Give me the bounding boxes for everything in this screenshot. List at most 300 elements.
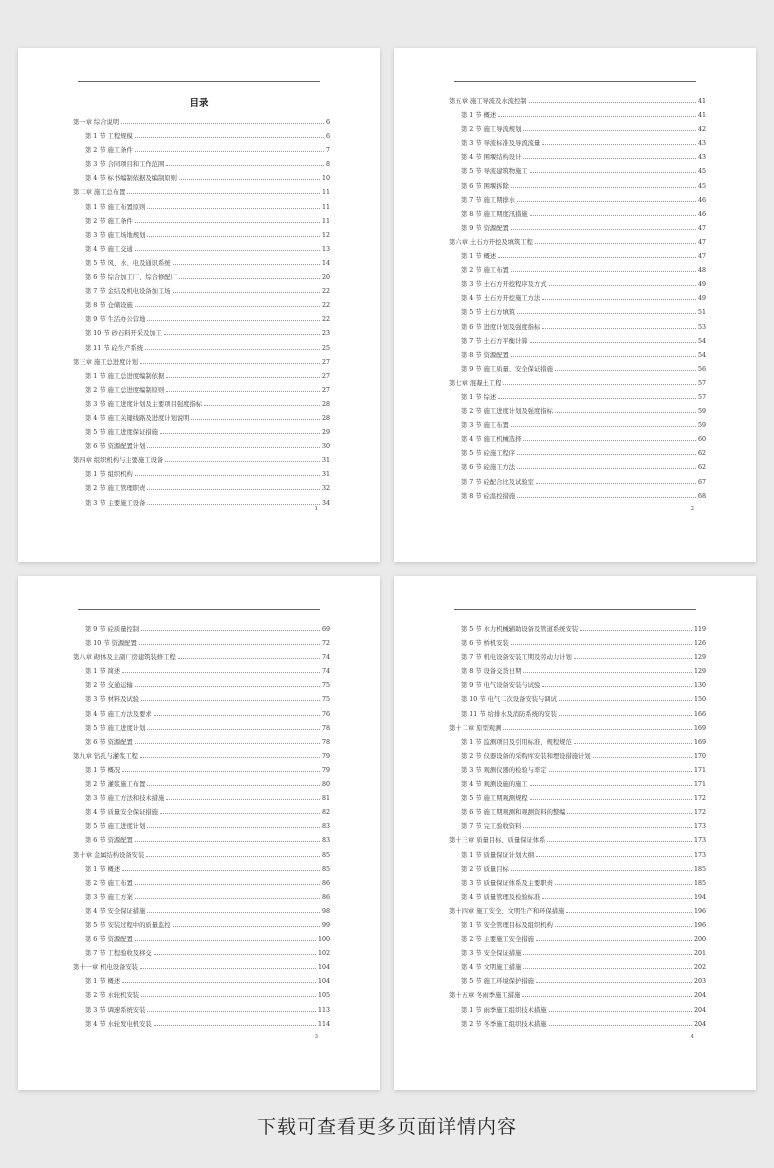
toc-entry-text: 第 5 节 施工期观测规程 bbox=[461, 795, 528, 803]
toc-entry-page: 28 bbox=[321, 414, 330, 422]
toc-section-entry[interactable] bbox=[449, 818, 706, 832]
toc-entry-text: 第 5 节 施工进度保证措施 bbox=[85, 429, 158, 437]
dot-leader bbox=[530, 206, 696, 216]
toc-entry-text: 第 2 节 施工布置 bbox=[461, 267, 509, 275]
toc-section-entry[interactable] bbox=[449, 635, 706, 649]
toc-section-entry[interactable] bbox=[73, 903, 330, 917]
toc-section-entry[interactable] bbox=[449, 889, 706, 903]
toc-entry-page: 22 bbox=[321, 288, 330, 296]
toc-section-entry[interactable] bbox=[449, 431, 706, 445]
toc-entry-text: 第 2 节 施工进度计划及强度指标 bbox=[461, 408, 553, 416]
toc-section-entry[interactable] bbox=[73, 128, 330, 142]
dot-leader bbox=[173, 917, 320, 927]
toc-entry-text: 第三章 施工总进度计划 bbox=[73, 358, 138, 366]
toc-section-entry[interactable] bbox=[449, 319, 706, 333]
toc-section-entry[interactable] bbox=[449, 248, 706, 262]
toc-section-entry[interactable] bbox=[449, 361, 706, 375]
toc-entry-text: 第 2 节 仪器设备的采购库安装和埋设措施计划 bbox=[461, 752, 591, 760]
toc-entry-page: 6 bbox=[325, 119, 330, 126]
dot-leader bbox=[511, 635, 692, 645]
toc-section-entry[interactable] bbox=[449, 945, 706, 959]
toc-title: 目录 bbox=[189, 98, 209, 109]
toc-entry-text: 第 7 节 砼配合比及试验室 bbox=[461, 478, 534, 486]
toc-entry-text: 第一章 综合说明 bbox=[73, 119, 120, 126]
toc-entry-page: 6 bbox=[325, 133, 330, 141]
toc-chapter-entry[interactable] bbox=[73, 184, 330, 198]
toc-entry-text: 第十五章 冬雨季施工措施 bbox=[449, 992, 521, 1000]
toc-entry-text: 第十一章 机电设备安装 bbox=[73, 964, 138, 972]
toc-section-entry[interactable] bbox=[449, 276, 706, 290]
toc-entry-text: 第 9 节 资源配置 bbox=[461, 224, 509, 232]
toc-section-entry[interactable] bbox=[73, 199, 330, 213]
toc-entry-page: 185 bbox=[693, 865, 706, 873]
toc-section-entry[interactable] bbox=[449, 917, 706, 931]
toc-section-entry[interactable] bbox=[449, 417, 706, 431]
toc-entry-text: 第 5 节 砼施工程序 bbox=[461, 450, 516, 458]
toc-section-entry[interactable] bbox=[73, 832, 330, 846]
toc-entry-text: 第 3 节 施工布置 bbox=[461, 422, 509, 430]
toc-section-entry[interactable] bbox=[73, 156, 330, 170]
dot-leader bbox=[135, 466, 320, 476]
toc-entry-page: 42 bbox=[697, 126, 706, 134]
dot-leader bbox=[147, 1002, 316, 1012]
toc-section-entry[interactable] bbox=[449, 389, 706, 403]
toc-entry-page: 79 bbox=[321, 766, 330, 774]
toc-entry-page: 51 bbox=[697, 309, 706, 317]
toc-entry-text: 第 9 节 生活办公营地 bbox=[85, 316, 146, 324]
toc-chapter-entry[interactable] bbox=[449, 93, 706, 107]
toc-section-entry[interactable] bbox=[449, 135, 706, 149]
toc-entry-text: 第 2 节 冬季施工组织技术措施 bbox=[461, 1020, 547, 1028]
toc-chapter-entry[interactable] bbox=[449, 987, 706, 1001]
page-number: 1 bbox=[314, 506, 318, 512]
toc-section-entry[interactable] bbox=[73, 973, 330, 987]
toc-section-entry[interactable] bbox=[73, 142, 330, 156]
toc-section-entry[interactable] bbox=[73, 861, 330, 875]
dot-leader bbox=[530, 790, 692, 800]
toc-entry-page: 202 bbox=[693, 964, 706, 972]
toc-section-entry[interactable] bbox=[449, 748, 706, 762]
toc-entry-text: 第 4 节 施工关键线路及进度计划说明 bbox=[85, 414, 190, 422]
dot-leader bbox=[135, 832, 320, 842]
dot-leader bbox=[523, 431, 696, 441]
dot-leader bbox=[574, 649, 692, 659]
toc-entry-page: 10 bbox=[321, 175, 330, 183]
toc-section-entry[interactable] bbox=[73, 424, 330, 438]
toc-entry-text: 第 9 节 电气设备安装与试验 bbox=[461, 682, 541, 690]
toc-entry-text: 第 7 节 施工期排水 bbox=[461, 196, 516, 204]
toc-section-entry[interactable] bbox=[449, 121, 706, 135]
toc-entry-text: 第二章 施工总布置 bbox=[73, 189, 126, 197]
toc-section-entry[interactable] bbox=[73, 297, 330, 311]
toc-entry-page: 60 bbox=[697, 436, 706, 444]
toc-section-entry[interactable] bbox=[73, 917, 330, 931]
toc-section-entry[interactable] bbox=[449, 107, 706, 121]
toc-section-entry[interactable] bbox=[73, 762, 330, 776]
dot-leader bbox=[135, 677, 320, 687]
dot-leader bbox=[555, 875, 692, 885]
toc-entry-text: 第 1 节 概述 bbox=[85, 865, 121, 873]
dot-leader bbox=[160, 804, 320, 814]
dot-leader bbox=[135, 128, 324, 138]
toc-section-entry[interactable] bbox=[449, 734, 706, 748]
dot-leader bbox=[122, 973, 316, 983]
dot-leader bbox=[204, 396, 320, 406]
toc-section-entry[interactable] bbox=[73, 382, 330, 396]
toc-section-entry[interactable] bbox=[73, 931, 330, 945]
dot-leader bbox=[530, 163, 696, 173]
toc-section-entry[interactable] bbox=[73, 720, 330, 734]
toc-entry-page: 150 bbox=[693, 696, 706, 704]
toc-section-entry[interactable] bbox=[73, 495, 330, 509]
toc-entry-text: 第 3 节 质量保证体系及主要职责 bbox=[461, 879, 553, 887]
toc-section-entry[interactable] bbox=[449, 790, 706, 804]
toc-entry-page: 27 bbox=[321, 386, 330, 394]
toc-section-entry[interactable] bbox=[73, 875, 330, 889]
toc-section-entry[interactable] bbox=[449, 192, 706, 206]
toc-entry-page: 49 bbox=[697, 295, 706, 303]
page-number: 3 bbox=[314, 1034, 318, 1040]
toc-entry-page: 99 bbox=[321, 921, 330, 929]
toc-entry-page: 46 bbox=[697, 196, 706, 204]
toc-chapter-entry[interactable] bbox=[449, 720, 706, 734]
toc-entry-page: 56 bbox=[697, 365, 706, 373]
toc-section-entry[interactable] bbox=[73, 818, 330, 832]
toc-entry-page: 11 bbox=[321, 189, 330, 197]
toc-chapter-entry[interactable] bbox=[73, 452, 330, 466]
toc-section-entry[interactable] bbox=[449, 663, 706, 677]
toc-entry-text: 第 2 节 质量目标 bbox=[461, 865, 509, 873]
toc-section-entry[interactable] bbox=[73, 255, 330, 269]
toc-section-entry[interactable] bbox=[449, 677, 706, 691]
toc-section-entry[interactable] bbox=[449, 931, 706, 945]
toc-entry-page: 41 bbox=[697, 98, 706, 105]
dot-leader bbox=[135, 241, 320, 251]
dot-leader bbox=[511, 262, 696, 272]
toc-section-entry[interactable] bbox=[73, 790, 330, 804]
toc-entry-page: 169 bbox=[693, 738, 706, 746]
toc-entry-page: 47 bbox=[697, 253, 706, 261]
dot-leader bbox=[530, 776, 692, 786]
download-more-caption[interactable]: 下载可查看更多页面详情内容 bbox=[256, 1116, 517, 1138]
toc-section-entry[interactable] bbox=[73, 241, 330, 255]
toc-entry-text: 第 5 节 土石方填筑 bbox=[461, 309, 516, 317]
toc-entry-text: 第 6 节 砼施工方法 bbox=[461, 464, 516, 472]
toc-section-entry[interactable] bbox=[449, 847, 706, 861]
toc-entry-page: 85 bbox=[321, 851, 330, 859]
dot-leader bbox=[542, 319, 696, 329]
toc-section-entry[interactable] bbox=[73, 621, 330, 635]
dot-leader bbox=[127, 184, 320, 194]
toc-entry-page: 173 bbox=[693, 851, 706, 859]
toc-entry-text: 第 3 节 土石方开挖程序及方式 bbox=[461, 281, 547, 289]
toc-entry-page: 45 bbox=[697, 182, 706, 190]
toc-section-entry[interactable] bbox=[449, 474, 706, 488]
toc-section-entry[interactable] bbox=[73, 734, 330, 748]
dot-leader bbox=[523, 663, 692, 673]
toc-entry-page: 166 bbox=[693, 710, 706, 718]
toc-section-entry[interactable] bbox=[73, 987, 330, 1001]
toc-chapter-entry[interactable] bbox=[73, 114, 330, 128]
dot-leader bbox=[517, 445, 696, 455]
toc-section-entry[interactable] bbox=[73, 325, 330, 339]
toc-entry-page: 20 bbox=[321, 274, 330, 282]
toc-entry-page: 68 bbox=[697, 492, 706, 500]
toc-entry-text: 第 8 节 资源配置 bbox=[461, 351, 509, 359]
toc-entry-page: 49 bbox=[697, 281, 706, 289]
toc-chapter-entry[interactable] bbox=[449, 903, 706, 917]
toc-entry-text: 第 3 节 施工场地规划 bbox=[85, 231, 146, 239]
toc-entry-page: 41 bbox=[697, 112, 706, 120]
toc-section-entry[interactable] bbox=[73, 804, 330, 818]
toc-section-entry[interactable] bbox=[449, 220, 706, 234]
toc-section-entry[interactable] bbox=[449, 804, 706, 818]
toc-entry-text: 第 9 节 施工质量、安全保证措施 bbox=[461, 365, 553, 373]
toc-entry-text: 第 1 节 工程规模 bbox=[85, 133, 133, 141]
toc-entry-text: 第 10 节 资源配置 bbox=[85, 640, 137, 648]
dot-leader bbox=[147, 438, 320, 448]
toc-section-entry[interactable] bbox=[449, 206, 706, 220]
page-number: 2 bbox=[690, 506, 694, 512]
toc-entry-page: 173 bbox=[693, 823, 706, 831]
toc-section-entry[interactable] bbox=[449, 762, 706, 776]
toc-entry-page: 22 bbox=[321, 316, 330, 324]
toc-section-entry[interactable] bbox=[449, 445, 706, 459]
toc-section-entry[interactable] bbox=[73, 945, 330, 959]
toc-section-entry[interactable] bbox=[73, 466, 330, 480]
toc-entry-text: 第 9 节 砼质量控制 bbox=[85, 626, 140, 633]
dot-leader bbox=[542, 677, 692, 687]
toc-entry-text: 第 4 节 安全保证措施 bbox=[85, 907, 146, 915]
toc-entry-text: 第七章 混凝土工程 bbox=[449, 379, 502, 387]
toc-entry-text: 第 1 节 概述 bbox=[85, 978, 121, 986]
toc-section-entry[interactable] bbox=[73, 269, 330, 283]
toc-entry-page: 171 bbox=[693, 781, 706, 789]
dot-leader bbox=[523, 945, 692, 955]
toc-entry-text: 第 6 节 围堰拆除 bbox=[461, 182, 509, 190]
toc-entry-text: 第 4 节 施工机械选择 bbox=[461, 436, 522, 444]
toc-section-entry[interactable] bbox=[449, 861, 706, 875]
toc-section-entry[interactable] bbox=[73, 1002, 330, 1016]
toc-entry-text: 第 6 节 施工期观测和观测资料的整编 bbox=[461, 809, 566, 817]
toc-entry-page: 14 bbox=[321, 259, 330, 267]
toc-section-entry[interactable] bbox=[449, 649, 706, 663]
toc-entry-text: 第 1 节 简述 bbox=[85, 668, 121, 676]
toc-entry-text: 第 2 节 施工总进度编制原则 bbox=[85, 386, 165, 394]
toc-entry-text: 第 6 节 资源配置计划 bbox=[85, 443, 146, 451]
toc-entry-text: 第 1 节 概述 bbox=[461, 112, 497, 120]
toc-section-entry[interactable] bbox=[449, 973, 706, 987]
toc-section-entry[interactable] bbox=[449, 621, 706, 635]
toc-chapter-entry[interactable] bbox=[449, 832, 706, 846]
toc-section-entry[interactable] bbox=[449, 959, 706, 973]
dot-leader bbox=[147, 776, 320, 786]
toc-entry-text: 第 1 节 概述 bbox=[461, 253, 497, 261]
header-rule bbox=[454, 609, 696, 610]
toc-entry-page: 200 bbox=[693, 936, 706, 944]
toc-entry-page: 172 bbox=[693, 795, 706, 803]
dot-leader bbox=[517, 488, 696, 498]
toc-section-entry[interactable] bbox=[449, 459, 706, 473]
toc-entry-text: 第 6 节 桥机安装 bbox=[461, 640, 509, 648]
toc-section-entry[interactable] bbox=[449, 347, 706, 361]
dot-leader bbox=[139, 635, 320, 645]
toc-entry-text: 第 8 节 仓储设施 bbox=[85, 302, 133, 310]
toc-section-entry[interactable] bbox=[449, 403, 706, 417]
toc-entry-page: 104 bbox=[317, 964, 330, 972]
toc-section-entry[interactable] bbox=[449, 178, 706, 192]
toc-entry-page: 67 bbox=[697, 478, 706, 486]
dot-leader bbox=[191, 410, 320, 420]
dot-leader bbox=[542, 290, 696, 300]
toc-entry-page: 32 bbox=[321, 485, 330, 493]
toc-section-entry[interactable] bbox=[73, 368, 330, 382]
toc-entry-page: 27 bbox=[321, 372, 330, 380]
dot-leader bbox=[135, 213, 320, 223]
dot-leader bbox=[593, 748, 692, 758]
dot-leader bbox=[178, 649, 320, 659]
toc-entry-page: 13 bbox=[321, 245, 330, 253]
toc-section-entry[interactable] bbox=[449, 706, 706, 720]
toc-section-entry[interactable] bbox=[73, 677, 330, 691]
toc-chapter-entry[interactable] bbox=[73, 748, 330, 762]
toc-entry-text: 第 11 节 给排水及消防系统的安装 bbox=[461, 710, 557, 718]
toc-entry-page: 30 bbox=[321, 443, 330, 451]
toc-entry-text: 第 8 节 砼温控措施 bbox=[461, 492, 516, 500]
toc-section-entry[interactable] bbox=[73, 213, 330, 227]
dot-leader bbox=[140, 354, 320, 364]
dot-leader bbox=[574, 734, 692, 744]
toc-entry-page: 170 bbox=[693, 752, 706, 760]
toc-entry-page: 43 bbox=[697, 154, 706, 162]
dot-leader bbox=[147, 311, 320, 321]
toc-section-entry[interactable] bbox=[449, 149, 706, 163]
toc-chapter-entry[interactable] bbox=[73, 354, 330, 368]
toc-section-entry[interactable] bbox=[73, 1016, 330, 1030]
toc-section-entry[interactable] bbox=[449, 262, 706, 276]
dot-leader bbox=[536, 847, 692, 857]
toc-section-entry[interactable] bbox=[449, 875, 706, 889]
dot-leader bbox=[154, 1016, 316, 1026]
toc-entry-text: 第 6 节 资源配置 bbox=[85, 837, 133, 845]
toc-section-entry[interactable] bbox=[449, 1016, 706, 1030]
header-rule bbox=[78, 609, 320, 610]
dot-leader bbox=[140, 748, 320, 758]
toc-entry-page: 129 bbox=[693, 654, 706, 662]
toc-section-entry[interactable] bbox=[73, 410, 330, 424]
dot-leader bbox=[498, 248, 696, 258]
toc-entry-text: 第 5 节 安装过程中的质量监控 bbox=[85, 921, 171, 929]
dot-leader bbox=[122, 663, 320, 673]
toc-section-entry[interactable] bbox=[73, 663, 330, 677]
toc-section-entry[interactable] bbox=[73, 635, 330, 649]
dot-leader bbox=[511, 347, 696, 357]
toc-entry-text: 第 11 节 砼生产系统 bbox=[85, 344, 144, 352]
toc-entry-text: 第 3 节 观测仪器的检验与率定 bbox=[461, 766, 547, 774]
toc-section-entry[interactable] bbox=[73, 340, 330, 354]
toc-entry-page: 203 bbox=[693, 978, 706, 986]
toc-section-entry[interactable] bbox=[449, 163, 706, 177]
toc-chapter-entry[interactable] bbox=[449, 375, 706, 389]
toc-entry-page: 74 bbox=[321, 668, 330, 676]
toc-section-entry[interactable] bbox=[449, 691, 706, 705]
toc-entry-page: 22 bbox=[321, 302, 330, 310]
toc-entry-text: 第 4 节 质量安全保证措施 bbox=[85, 809, 158, 817]
toc-entry-text: 第 3 节 施工方法和技术措施 bbox=[85, 795, 165, 803]
toc-entry-text: 第 4 节 施工交通 bbox=[85, 245, 133, 253]
toc-entry-page: 196 bbox=[693, 907, 706, 915]
toc-chapter-entry[interactable] bbox=[73, 847, 330, 861]
dot-leader bbox=[511, 178, 696, 188]
toc-entry-text: 第 4 节 施工方法及要求 bbox=[85, 710, 152, 718]
toc-entry-text: 第 3 节 材料及试验 bbox=[85, 696, 140, 704]
toc-entry-text: 第 6 节 资源配置 bbox=[85, 738, 133, 746]
toc-entry-page: 69 bbox=[321, 626, 330, 633]
toc-section-entry[interactable] bbox=[449, 776, 706, 790]
document-page-1 bbox=[18, 48, 380, 562]
toc-section-entry[interactable] bbox=[449, 1002, 706, 1016]
dot-leader bbox=[523, 121, 696, 131]
dot-leader bbox=[179, 269, 320, 279]
toc-section-entry[interactable] bbox=[73, 396, 330, 410]
toc-entry-text: 第六章 土石方开挖及填筑工程 bbox=[449, 238, 533, 246]
toc-entry-page: 86 bbox=[321, 879, 330, 887]
toc-chapter-entry[interactable] bbox=[449, 234, 706, 248]
toc-section-entry[interactable] bbox=[449, 290, 706, 304]
toc-entry-text: 第十三章 质量目标、质量保证体系 bbox=[449, 837, 546, 845]
dot-leader bbox=[166, 156, 324, 166]
toc-entry-text: 第 4 节 围堰结构设计 bbox=[461, 154, 522, 162]
toc-section-entry[interactable] bbox=[449, 488, 706, 502]
toc-entry-text: 第 2 节 灌浆施工布置 bbox=[85, 781, 146, 789]
toc-section-entry[interactable] bbox=[73, 480, 330, 494]
toc-section-entry[interactable] bbox=[73, 227, 330, 241]
dot-leader bbox=[503, 375, 696, 385]
toc-section-entry[interactable] bbox=[73, 889, 330, 903]
toc-entry-text: 第 1 节 综述 bbox=[461, 393, 497, 401]
toc-section-entry[interactable] bbox=[73, 170, 330, 184]
toc-entry-text: 第 4 节 土石方开挖施工方法 bbox=[461, 295, 541, 303]
toc-entry-text: 第 8 节 设备交货日期 bbox=[461, 668, 522, 676]
toc-chapter-entry[interactable] bbox=[73, 959, 330, 973]
toc-section-entry[interactable] bbox=[449, 333, 706, 347]
toc-section-entry[interactable] bbox=[73, 311, 330, 325]
dot-leader bbox=[567, 804, 692, 814]
dot-leader bbox=[173, 283, 320, 293]
dot-leader bbox=[166, 382, 320, 392]
toc-entry-page: 105 bbox=[317, 992, 330, 1000]
dot-leader bbox=[147, 199, 320, 209]
toc-entry-page: 204 bbox=[693, 1020, 706, 1028]
toc-chapter-entry[interactable] bbox=[73, 649, 330, 663]
toc-entry-page: 201 bbox=[693, 950, 706, 958]
toc-section-entry[interactable] bbox=[73, 283, 330, 297]
toc-section-entry[interactable] bbox=[73, 691, 330, 705]
toc-section-entry[interactable] bbox=[73, 706, 330, 720]
toc-entry-text: 第 3 节 安全保证措施 bbox=[461, 950, 522, 958]
toc-entry-page: 78 bbox=[321, 738, 330, 746]
toc-section-entry[interactable] bbox=[449, 304, 706, 318]
document-page-2 bbox=[394, 48, 756, 562]
toc-section-entry[interactable] bbox=[73, 438, 330, 452]
toc-entry-page: 104 bbox=[317, 978, 330, 986]
toc-entry-page: 31 bbox=[321, 457, 330, 465]
toc-entry-page: 82 bbox=[321, 809, 330, 817]
dot-leader bbox=[166, 790, 320, 800]
toc-entry-text: 第 4 节 标书编制依据及编制原则 bbox=[85, 175, 177, 183]
toc-entry-page: 78 bbox=[321, 724, 330, 732]
toc-section-entry[interactable] bbox=[73, 776, 330, 790]
